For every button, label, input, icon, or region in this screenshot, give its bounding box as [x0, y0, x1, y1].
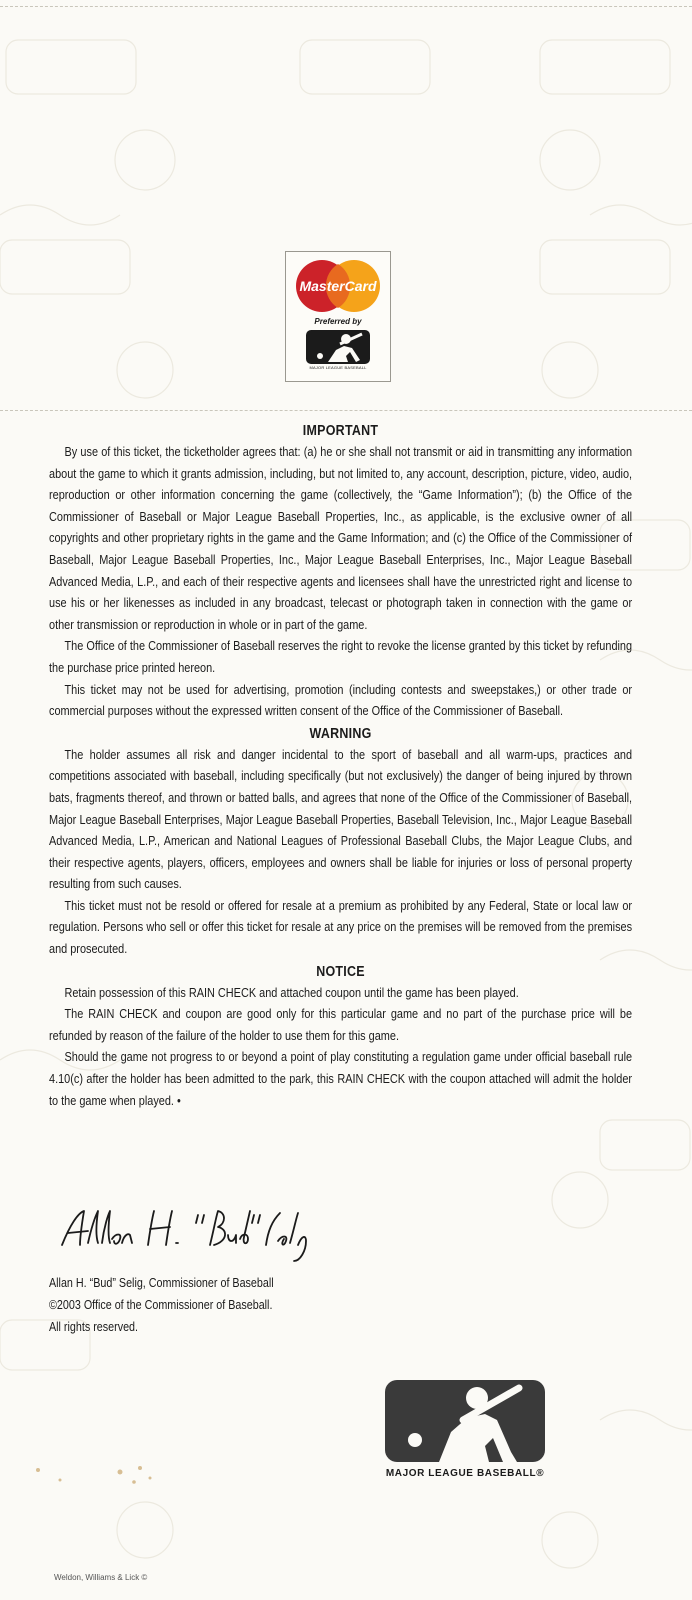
rights-reserved: All rights reserved.	[49, 1320, 139, 1334]
signature-credits	[49, 1272, 274, 1338]
mlb-logo-icon	[385, 1380, 545, 1462]
commissioner-name: Allan H. “Bud” Selig, Commissioner of Baseball	[49, 1276, 274, 1290]
notice-paragraph: The RAIN CHECK and coupon are good only for this particular game and no part of the purchase price will be refunded by reason of the failure of the holder to use them for this game.	[49, 1007, 633, 1043]
mlb-logo-label: MAJOR LEAGUE BASEBALL®	[385, 1468, 545, 1479]
notice-paragraph: Should the game not progress to or beyond a point of play constituting a regulation game under official baseball rule 4.10(c) after the holder has been admitted to the park, this RAIN CHECK with the coupon attached will admit the holder to the game when played. •	[49, 1050, 633, 1108]
notice-paragraph: Retain possession of this RAIN CHECK and attached coupon until the game has been played.	[64, 985, 519, 1000]
paper-stain	[30, 1460, 170, 1500]
warning-paragraph: This ticket must not be resold or offered for resale at a premium as prohibited by any Federal, State or local law or regulation. Persons who sell or offer this ticket for resale at any price on the premises will be removed from the premises and prosecuted.	[49, 898, 633, 957]
mastercard-wordmark: MasterCard	[299, 278, 377, 294]
legal-text	[49, 420, 632, 1112]
signature-icon	[58, 1205, 318, 1265]
important-paragraph: This ticket may not be used for advertising, promotion (including contests and sweepstakes,) or other trade or commercial purposes without the expressed written consent of the Office of the Commissioner of Baseball.	[49, 682, 633, 719]
printer-credit: Weldon, Williams & Lick ©	[54, 1573, 148, 1582]
mlb-small-logo-icon	[306, 330, 370, 364]
notice-heading: NOTICE	[316, 963, 365, 980]
mastercard-sponsor-box	[285, 251, 391, 382]
warning-paragraph: The holder assumes all risk and danger incidental to the sport of baseball and all warm-ups, practices and competitions associated with baseball, including specifically (but not exclusively) the danger of being injured by thrown bats, fragments thereof, and thrown or batted balls, and agrees that none of the Office of the Commissioner of Baseball, Major League Baseball Enterprises, Major League Baseball Properties, Baseball Television, Inc., Major League Baseball Advanced Media, L.P., American and National Leagues of Professional Baseball Clubs, the Major League Clubs, and their respective agents, players, officers, employees and owners shall be liable for injuries or loss of personal property resulting from such causes.	[49, 747, 633, 892]
perforation-line-top	[0, 6, 692, 7]
preferred-by-label: Preferred by	[314, 317, 362, 326]
copyright-line: ©2003 Office of the Commissioner of Baseball.	[49, 1298, 273, 1312]
important-paragraph: The Office of the Commissioner of Baseball reserves the right to revoke the license granted by this ticket by refunding the purchase price printed hereon.	[49, 639, 633, 675]
warning-heading: WARNING	[309, 725, 372, 742]
important-paragraph: By use of this ticket, the ticketholder agrees that: (a) he or she shall not transmit or aid in transmitting any information about the game to which it grants admission, including, but not limited to, any account, description, picture, video, audio, reproduction or other information concerning the game (collectively, the “Game Information”); (b) the Office of the Commissioner of Baseball or Major League Baseball Properties, Inc., as applicable, is the exclusive owner of all copyrights and other proprietary rights in the game and the Game Information; and (c) the Office of the Commissioner of Baseball, Major League Baseball Properties, Inc., Major League Baseball Enterprises, Inc., Major League Baseball Advanced Media, L.P., and each of their respective agents and licensees shall have the unrestricted right and license to use his or her likenesses as included in any broadcast, telecast or photograph taken in connection with the game or other transmission or reproduction in whole or in part of the game.	[49, 445, 633, 632]
perforation-line	[0, 410, 692, 411]
important-heading: IMPORTANT	[302, 423, 379, 439]
mastercard-logo-icon	[292, 258, 384, 314]
mlb-small-logo-text: MAJOR LEAGUE BASEBALL	[309, 365, 367, 370]
